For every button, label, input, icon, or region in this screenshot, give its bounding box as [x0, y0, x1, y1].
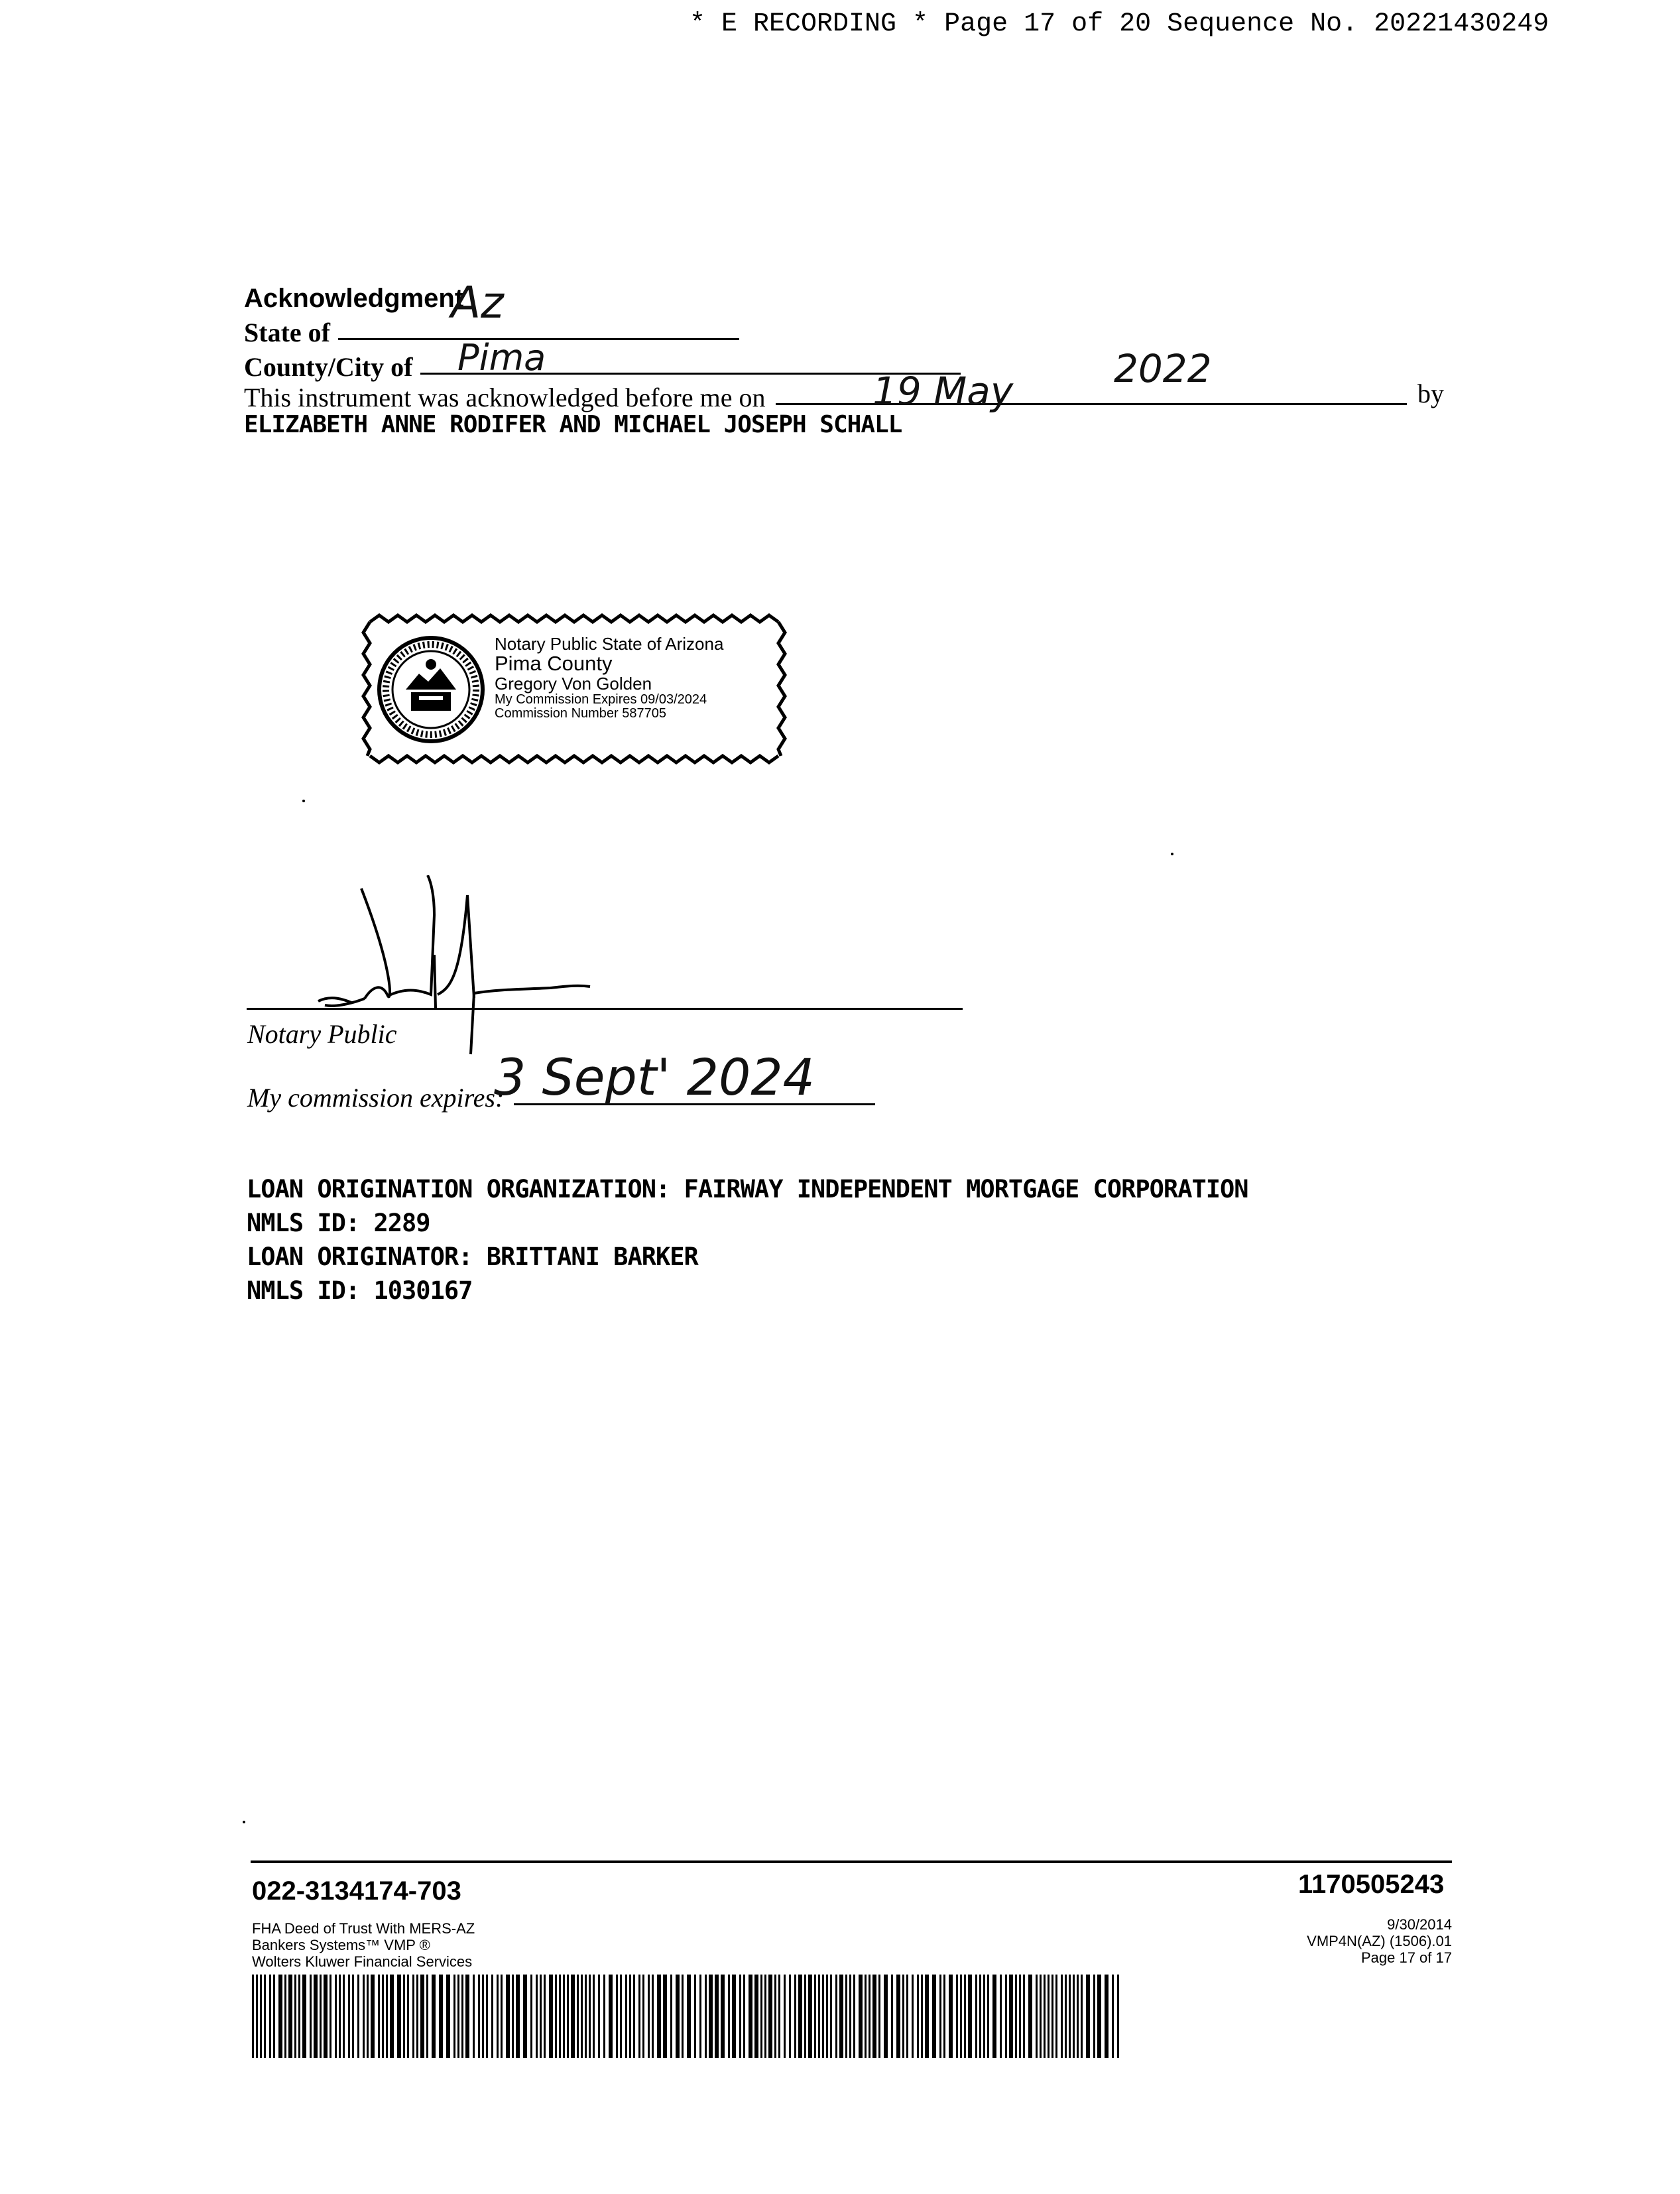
barcode-bar — [633, 1975, 635, 2058]
barcode-bar — [925, 1975, 929, 2058]
barcode-bar — [949, 1975, 953, 2058]
barcode-bar — [335, 1975, 337, 2058]
barcode-bar — [555, 1975, 557, 2058]
barcode-bar — [849, 1975, 851, 2058]
barcode-bar — [709, 1975, 713, 2058]
barcode-bar — [473, 1975, 475, 2058]
barcode-bar — [501, 1975, 503, 2058]
barcode-bar — [912, 1975, 914, 2058]
barcode-bar — [1061, 1975, 1063, 2058]
barcode-bar — [1086, 1975, 1090, 2058]
stamp-notary-state: Notary Public State of Arizona — [495, 634, 724, 654]
barcode-bar — [956, 1975, 958, 2058]
barcode-bar — [407, 1975, 409, 2058]
acknowledgment-title: Acknowledgment — [244, 284, 464, 313]
barcode-bar — [378, 1975, 380, 2058]
barcode-bar — [878, 1975, 880, 2058]
barcode-bar — [699, 1975, 701, 2058]
form-version-info — [1260, 1916, 1452, 1966]
barcode-bar — [486, 1975, 488, 2058]
barcode-bar — [1077, 1975, 1079, 2058]
barcode-bar — [853, 1975, 855, 2058]
barcode-bar — [715, 1975, 719, 2058]
barcode-bar — [567, 1975, 569, 2058]
barcode-bar — [657, 1975, 661, 2058]
barcode-bar — [516, 1975, 520, 2058]
barcode-bar — [891, 1975, 893, 2058]
barcode-bar — [652, 1975, 654, 2058]
loan-number: 1170505243 — [1298, 1870, 1445, 1899]
barcode-bar — [367, 1975, 369, 2058]
barcode-bar — [348, 1975, 350, 2058]
barcode-bar — [865, 1975, 867, 2058]
barcode-bar — [571, 1975, 575, 2058]
barcode-bar — [585, 1975, 587, 2058]
barcode-bar — [983, 1975, 985, 2058]
barcode-bar — [642, 1975, 644, 2058]
barcode-bar — [804, 1975, 806, 2058]
barcode-bar — [324, 1975, 328, 2058]
barcode-bar — [298, 1975, 300, 2058]
barcode-bar — [559, 1975, 561, 2058]
barcode-bar — [1069, 1975, 1071, 2058]
form-vendor: Bankers Systems™ VMP ® — [252, 1937, 430, 1953]
barcode-bar — [294, 1975, 296, 2058]
barcode-bar — [728, 1975, 730, 2058]
barcode-bar — [968, 1975, 972, 2058]
barcode-bar — [648, 1975, 650, 2058]
barcode-bar — [563, 1975, 565, 2058]
form-page: Page 17 of 17 — [1360, 1949, 1452, 1966]
barcode-bar — [979, 1975, 981, 2058]
barcode-bar — [784, 1975, 786, 2058]
form-date: 9/30/2014 — [1387, 1916, 1452, 1933]
barcode-bar — [869, 1975, 870, 2058]
commission-expires-label: My commission expires: — [247, 1083, 505, 1113]
barcode-bar — [371, 1975, 375, 2058]
barcode-bar — [859, 1975, 863, 2058]
barcode-bar — [465, 1975, 469, 2058]
stamp-county: Pima County — [495, 652, 613, 676]
barcode-bar — [839, 1975, 843, 2058]
loan-origination-organization: LOAN ORIGINATION ORGANIZATION: FAIRWAY INDEPENDENT MORTGAGE CORPORATION — [247, 1175, 1248, 1203]
arizona-seal-icon — [379, 638, 483, 741]
barcode — [252, 1975, 1124, 2058]
barcode-bar — [1065, 1975, 1067, 2058]
barcode-bar — [902, 1975, 904, 2058]
barcode-bar — [921, 1975, 923, 2058]
barcode-bar — [987, 1975, 989, 2058]
barcode-bar — [638, 1975, 640, 2058]
barcode-bar — [339, 1975, 341, 2058]
form-code: VMP4N(AZ) (1506).01 — [1307, 1933, 1452, 1949]
barcode-bar — [446, 1975, 450, 2058]
notary-signature-line — [247, 1008, 963, 1010]
barcode-bar — [382, 1975, 384, 2058]
notary-stamp-text — [495, 635, 723, 721]
barcode-bar — [798, 1975, 802, 2058]
barcode-bar — [1117, 1975, 1119, 2058]
barcode-bar — [386, 1975, 388, 2058]
barcode-bar — [774, 1975, 776, 2058]
barcode-bar — [1005, 1975, 1007, 2058]
barcode-bar — [264, 1975, 266, 2058]
barcode-bar — [1023, 1975, 1025, 2058]
barcode-bar — [917, 1975, 919, 2058]
barcode-bar — [343, 1975, 345, 2058]
barcode-bar — [403, 1975, 405, 2058]
barcode-bar — [616, 1975, 618, 2058]
originator-nmls-id: NMLS ID: 1030167 — [247, 1276, 473, 1305]
barcode-bar — [482, 1975, 484, 2058]
barcode-bar — [288, 1975, 292, 2058]
scan-speck — [243, 1821, 245, 1823]
barcode-bar — [943, 1975, 945, 2058]
barcode-bar — [694, 1975, 696, 2058]
barcode-bar — [461, 1975, 463, 2058]
organization-nmls-id: NMLS ID: 2289 — [247, 1209, 430, 1237]
barcode-bar — [739, 1975, 741, 2058]
barcode-bar — [964, 1975, 966, 2058]
barcode-bar — [676, 1975, 680, 2058]
county-label: County/City of — [244, 352, 413, 382]
barcode-bar — [598, 1975, 600, 2058]
barcode-bar — [352, 1975, 354, 2058]
barcode-bar — [523, 1975, 527, 2058]
barcode-bar — [1051, 1975, 1053, 2058]
barcode-bar — [682, 1975, 684, 2058]
county-handwritten-value: Pima — [457, 337, 546, 379]
barcode-bar — [1019, 1975, 1021, 2058]
barcode-bar — [609, 1975, 613, 2058]
barcode-bar — [1093, 1975, 1095, 2058]
barcode-bar — [794, 1975, 796, 2058]
barcode-bar — [426, 1975, 428, 2058]
barcode-bar — [432, 1975, 436, 2058]
barcode-bar — [1112, 1975, 1114, 2058]
barcode-bar — [663, 1975, 667, 2058]
barcode-bar — [506, 1975, 510, 2058]
barcode-bar — [705, 1975, 707, 2058]
barcode-bar — [439, 1975, 443, 2058]
barcode-bar — [491, 1975, 493, 2058]
barcode-bar — [530, 1975, 532, 2058]
barcode-bar — [743, 1975, 745, 2058]
barcode-bar — [845, 1975, 847, 2058]
barcode-bar — [497, 1975, 499, 2058]
barcode-bar — [822, 1975, 824, 2058]
barcode-bar — [764, 1975, 766, 2058]
barcode-bar — [549, 1975, 553, 2058]
barcode-bar — [732, 1975, 736, 2058]
footer-rule — [251, 1860, 1452, 1863]
barcode-bar — [1105, 1975, 1109, 2058]
barcode-bar — [830, 1975, 832, 2058]
barcode-bar — [789, 1975, 791, 2058]
barcode-bar — [589, 1975, 591, 2058]
barcode-bar — [975, 1975, 977, 2058]
barcode-bar — [478, 1975, 480, 2058]
barcode-bar — [536, 1975, 538, 2058]
barcode-bar — [302, 1975, 306, 2058]
barcode-bar — [749, 1975, 752, 2058]
barcode-bar — [314, 1975, 318, 2058]
barcode-bar — [278, 1975, 282, 2058]
barcode-bar — [544, 1975, 546, 2058]
barcode-bar — [760, 1975, 762, 2058]
loan-origination-block — [247, 1172, 1248, 1308]
barcode-bar — [581, 1975, 583, 2058]
barcode-bar — [1055, 1975, 1057, 2058]
barcode-bar — [412, 1975, 414, 2058]
barcode-bar — [625, 1975, 627, 2058]
form-company: Wolters Kluwer Financial Services — [252, 1953, 473, 1970]
barcode-bar — [284, 1975, 286, 2058]
barcode-bar — [252, 1975, 254, 2058]
notary-public-label: Notary Public — [247, 1019, 397, 1049]
barcode-bar — [593, 1975, 595, 2058]
barcode-bar — [670, 1975, 672, 2058]
stamp-notary-name: Gregory Von Golden — [495, 673, 652, 694]
state-handwritten-value: Az — [451, 277, 504, 328]
barcode-bar — [330, 1975, 331, 2058]
barcode-bar — [260, 1975, 262, 2058]
barcode-bar — [629, 1975, 631, 2058]
loan-originator: LOAN ORIGINATOR: BRITTANI BARKER — [247, 1243, 698, 1271]
barcode-bar — [1028, 1975, 1032, 2058]
state-label: State of — [244, 318, 330, 347]
barcode-bar — [453, 1975, 455, 2058]
stamp-commission-expiry: My Commission Expires 09/03/2024 — [495, 692, 707, 707]
barcode-bar — [416, 1975, 418, 2058]
barcode-bar — [269, 1975, 271, 2058]
recording-header: * E RECORDING * Page 17 of 20 Sequence No. 20221430249 — [690, 9, 1549, 39]
barcode-bar — [939, 1975, 941, 2058]
stamp-commission-number: Commission Number 587705 — [495, 706, 667, 721]
barcode-bar — [1015, 1975, 1017, 2058]
barcode-bar — [256, 1975, 258, 2058]
date-handwritten-year: 2022 — [1114, 346, 1212, 391]
form-identification — [252, 1920, 475, 1970]
by-label: by — [1417, 379, 1444, 408]
fha-case-number: 022-3134174-703 — [252, 1876, 461, 1906]
barcode-bar — [1073, 1975, 1075, 2058]
barcode-bar — [540, 1975, 542, 2058]
barcode-bar — [884, 1975, 888, 2058]
barcode-bar — [420, 1975, 424, 2058]
barcode-bar — [992, 1975, 996, 2058]
barcode-bar — [872, 1975, 876, 2058]
commission-expires-handwritten: 3 Sept' 2024 — [494, 1048, 815, 1107]
barcode-bar — [1097, 1975, 1101, 2058]
barcode-bar — [320, 1975, 322, 2058]
barcode-bar — [768, 1975, 772, 2058]
barcode-bar — [721, 1975, 725, 2058]
barcode-bar — [896, 1975, 900, 2058]
scan-speck — [1171, 853, 1173, 855]
date-handwritten-day-month: 19 May — [872, 369, 1014, 414]
barcode-bar — [778, 1975, 780, 2058]
barcode-bar — [1036, 1975, 1038, 2058]
barcode-bar — [960, 1975, 962, 2058]
barcode-bar — [818, 1975, 820, 2058]
barcode-bar — [512, 1975, 514, 2058]
barcode-bar — [310, 1975, 312, 2058]
barcode-bar — [397, 1975, 401, 2058]
barcode-bar — [603, 1975, 605, 2058]
barcode-bar — [273, 1975, 275, 2058]
barcode-bar — [906, 1975, 908, 2058]
barcode-bar — [1000, 1975, 1002, 2058]
barcode-bar — [826, 1975, 828, 2058]
barcode-bar — [363, 1975, 365, 2058]
barcode-bar — [1048, 1975, 1050, 2058]
barcode-bar — [1044, 1975, 1046, 2058]
instrument-acknowledged-label: This instrument was acknowledged before me on — [244, 383, 766, 412]
form-name: FHA Deed of Trust With MERS-AZ — [252, 1920, 475, 1937]
barcode-bar — [1081, 1975, 1083, 2058]
barcode-bar — [457, 1975, 459, 2058]
barcode-bar — [357, 1975, 359, 2058]
barcode-bar — [390, 1975, 394, 2058]
barcode-bar — [620, 1975, 622, 2058]
barcode-bar — [932, 1975, 936, 2058]
barcode-bar — [1009, 1975, 1013, 2058]
barcode-bar — [1040, 1975, 1042, 2058]
barcode-bar — [808, 1975, 812, 2058]
barcode-bar — [814, 1975, 816, 2058]
barcode-bar — [687, 1975, 691, 2058]
scan-speck — [302, 800, 305, 802]
barcode-bar — [754, 1975, 758, 2058]
barcode-bar — [835, 1975, 837, 2058]
signer-names: ELIZABETH ANNE RODIFER AND MICHAEL JOSEPH SCHALL — [244, 411, 902, 438]
barcode-bar — [577, 1975, 579, 2058]
date-underline — [776, 403, 1407, 405]
